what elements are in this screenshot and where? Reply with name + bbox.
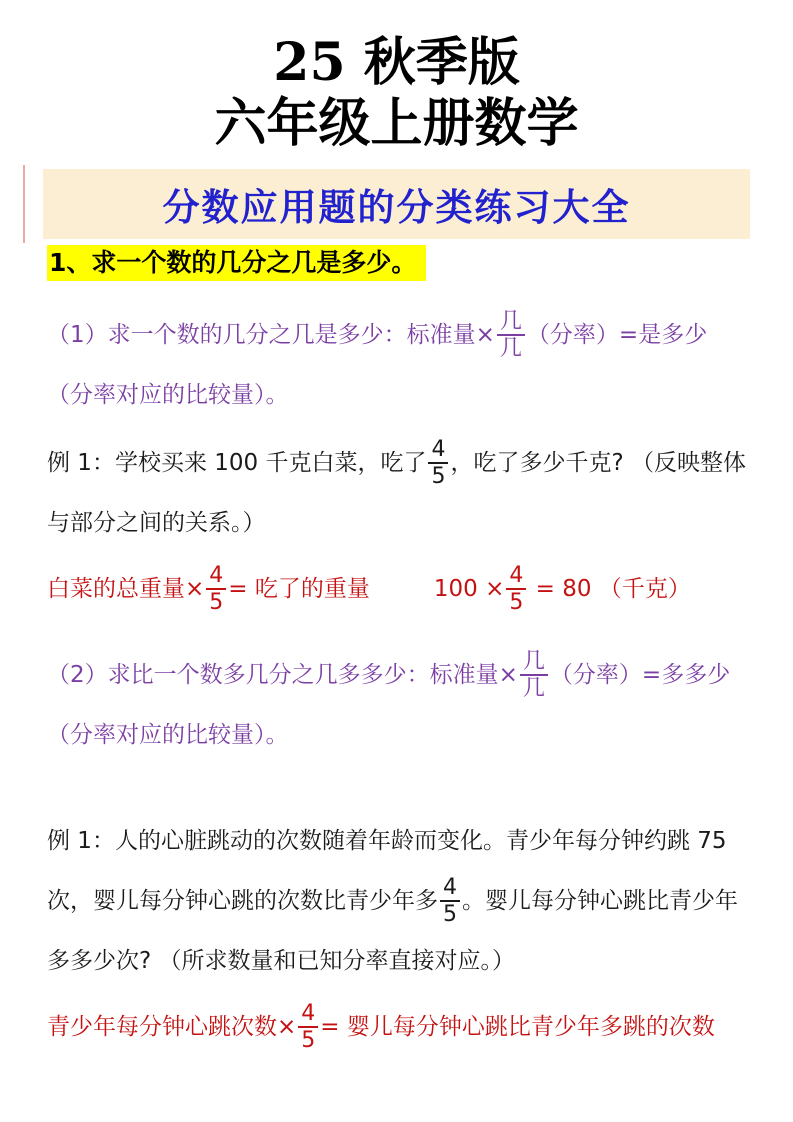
rule-1-fraction [497,310,525,360]
fraction-numerator: 4 [506,564,526,590]
fraction-denominator: 几 [499,336,522,362]
fraction-numerator: 4 [440,876,460,902]
rule-2-paragraph [47,645,753,765]
fraction-numerator: 4 [428,438,448,464]
title-line-2: 六年级上册数学 [214,93,579,155]
rule-1-paragraph [47,305,753,425]
fraction-denominator: 5 [431,464,446,490]
fraction-numerator: 4 [298,1002,318,1028]
fraction-denominator: 5 [209,590,224,616]
example-1-fraction [428,438,448,488]
banner-title: 分数应用题的分类练习大全 [162,184,631,229]
example-2-paragraph [47,811,753,991]
page-title [0,32,793,155]
example-1-paragraph [47,433,753,553]
example-1-text-post: ，吃了多少千克? （反映整体与部分之间的关系。） [47,449,746,536]
solution-1-right-post: = 80 （千克） [528,575,691,602]
fraction-numerator: 几 [497,310,525,336]
solution-1-right-fraction [506,564,526,614]
example-2-fraction [440,876,460,926]
fraction-denominator: 几 [522,676,545,702]
fraction-numerator: 几 [520,650,548,676]
fraction-denominator: 5 [301,1028,316,1054]
rule-1-text-pre: （1）求一个数的几分之几是多少：标准量× [47,321,495,348]
section-1-heading-highlight: 1、求一个数的几分之几是多少。 [47,245,426,281]
solution-1-left-post: = 吃了的重量 [228,575,370,602]
fraction-denominator: 5 [443,902,457,928]
solution-1-right-pre: 100 × [433,575,505,602]
solution-2-text-pre: 青少年每分钟心跳次数× [47,1013,297,1040]
example-2-text-pre: 例 1：人的心脏跳动的次数随着年龄而变化。青少年每分钟约跳 75 次，婴儿每分钟心跳的次数比青少年多 [47,827,734,914]
example-2-text-post: 。婴儿每分钟心跳比青少年多多少次? （所求数量和已知分率直接对应。） [47,887,738,974]
rule-2-text-post: （分率）=多多少（分率对应的比较量）。 [47,661,731,748]
rule-2-text-pre: （2）求比一个数多几分之几多多少：标准量× [47,661,518,688]
title-line-1: 25 秋季版 [273,32,520,93]
banner [43,169,750,239]
section-1-heading-row [47,245,793,281]
solution-1-left-pre: 白菜的总重量× [47,575,205,602]
left-margin-line [23,165,25,243]
solution-1-left-fraction [206,564,226,614]
rule-1-text-post: （分率）=是多少（分率对应的比较量）。 [47,321,708,408]
solution-2-fraction [298,1002,318,1052]
solution-2-text-post: = 婴儿每分钟心跳比青少年多跳的次数 [320,1013,715,1040]
fraction-numerator: 4 [206,564,226,590]
solution-1-line [47,559,753,619]
example-1-text-pre: 例 1：学校买来 100 千克白菜，吃了 [47,449,427,476]
fraction-denominator: 5 [509,590,524,616]
solution-2-line [47,997,753,1057]
rule-2-fraction [520,650,548,700]
